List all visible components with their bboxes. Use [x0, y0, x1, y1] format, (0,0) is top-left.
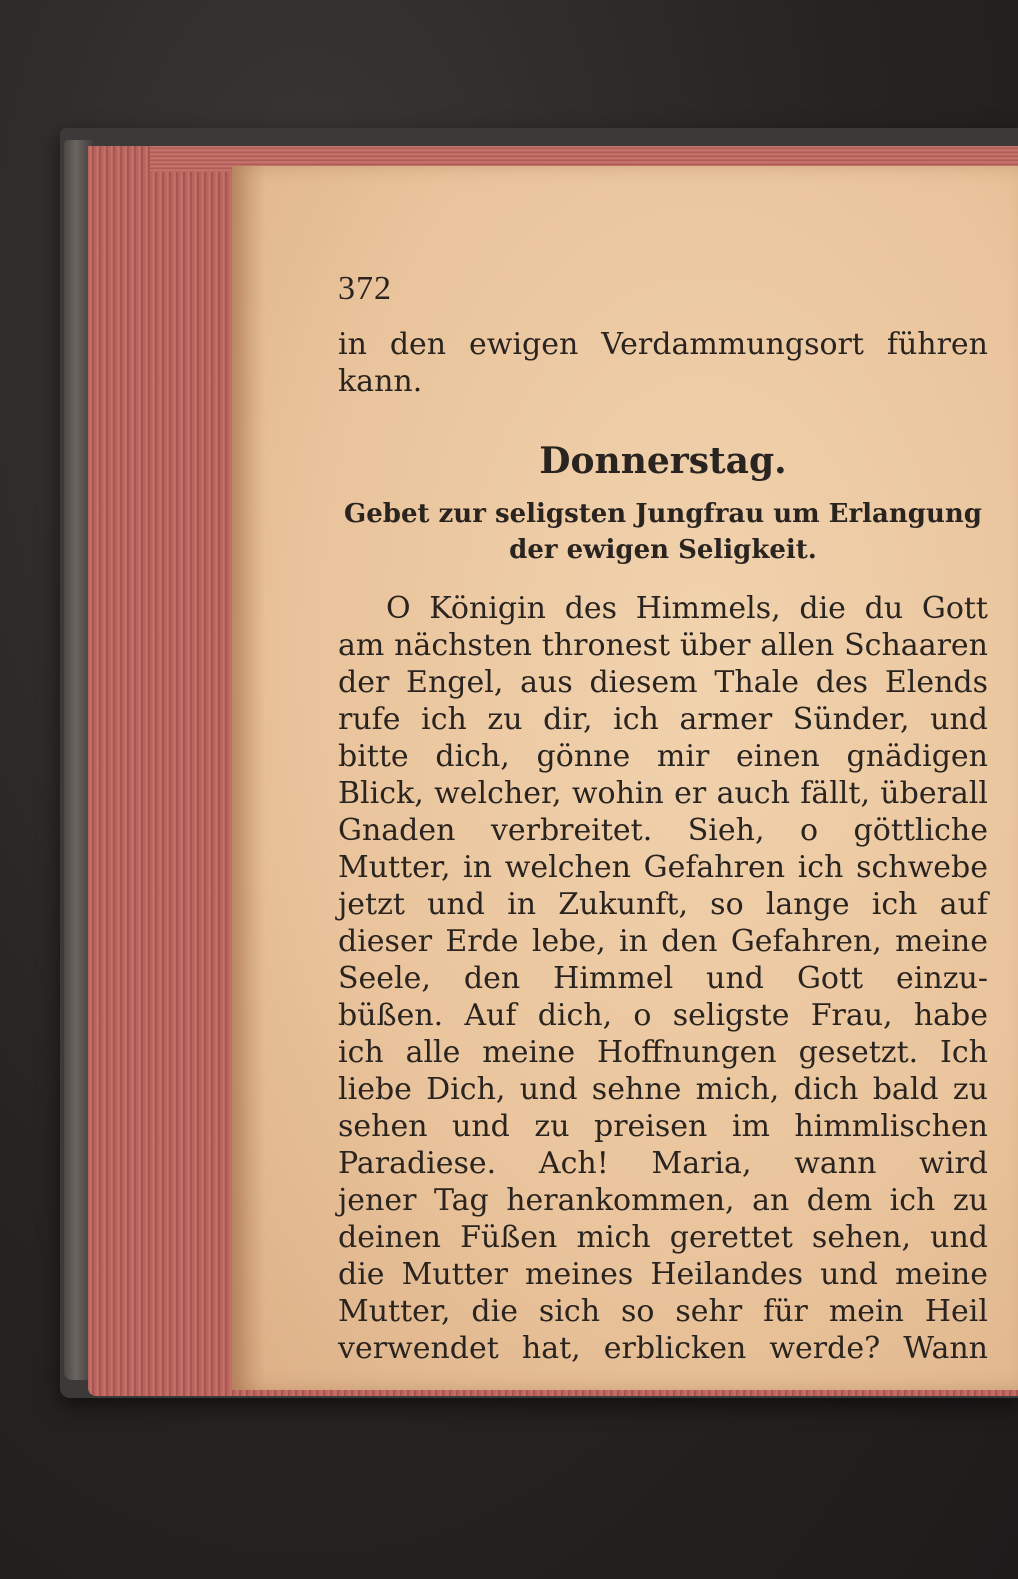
text-line: kann. — [338, 364, 423, 399]
text-line: am nächsten thronest über allen Schaaren — [338, 628, 988, 663]
text-line: Mutter, die sich so sehr für mein Heil — [338, 1294, 988, 1329]
text-line: Blick, welcher, wohin er auch fällt, überall — [338, 776, 988, 811]
text-line: sehen und zu preisen im himmlischen — [338, 1109, 988, 1144]
text-line: in den ewigen Verdammungsort führen — [338, 327, 988, 362]
text-line: büßen. Auf dich, o seligste Frau, habe — [338, 998, 988, 1033]
text-line: rufe ich zu dir, ich armer Sünder, und — [338, 702, 988, 737]
text-line: der Engel, aus diesem Thale des Elends — [338, 665, 988, 700]
text-line: liebe Dich, und sehne mich, dich bald zu — [338, 1072, 988, 1107]
text-line: Paradiese. Ach! Maria, wann wird — [338, 1146, 988, 1181]
text-line: deinen Füßen mich gerettet sehen, und — [338, 1220, 988, 1255]
text-line: die Mutter meines Heilandes und meine — [338, 1257, 988, 1292]
text-line: ich alle meine Hoffnungen gesetzt. Ich — [338, 1035, 988, 1070]
text-line: Mutter, in welchen Gefahren ich schwebe — [338, 850, 988, 885]
text-line: Seele, den Himmel und Gott einzu- — [338, 961, 988, 996]
page-gutter-shadow — [232, 166, 266, 1390]
prayer-title-line: der ewigen Seligkeit. — [509, 535, 817, 565]
text-line: bitte dich, gönne mir einen gnädigen — [338, 739, 988, 774]
text-line: dieser Erde lebe, in den Gefahren, meine — [338, 924, 988, 959]
page-text — [338, 270, 988, 1367]
section-heading: Donnerstag. — [539, 440, 787, 482]
text-line: O Königin des Himmels, die du Gott — [386, 591, 988, 626]
text-line: jetzt und in Zukunft, so lange ich auf — [338, 887, 988, 922]
text-line: jener Tag herankommen, an dem ich zu — [338, 1183, 988, 1218]
text-line: verwendet hat, erblicken werde? Wann — [338, 1331, 988, 1366]
text-line: Gnaden verbreitet. Sieh, o göttliche — [338, 813, 988, 848]
page-number: 372 — [338, 270, 392, 307]
prayer-title — [338, 496, 988, 568]
prayer-title-line: Gebet zur seligsten Jungfrau um Erlangung — [344, 499, 982, 529]
